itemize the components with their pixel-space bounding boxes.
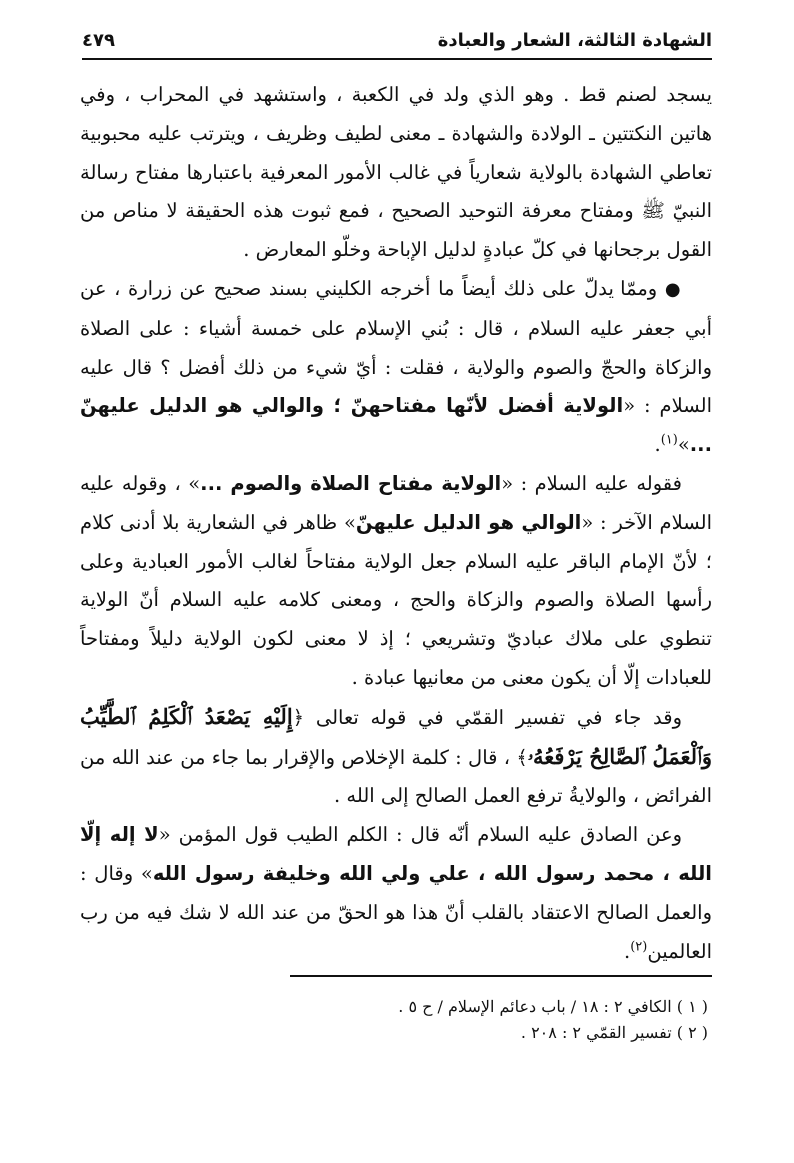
footnote-2: ( ٢ ) تفسير القمّي ٢ : ٢٠٨ .: [520, 1023, 708, 1042]
paragraph-2-text: وممّا يدلّ على ذلك أيضاً ما أخرجه الكليني بسند صحيح عن زرارة ، عن أبي جعفر عليه السلام ، قال : بُني الإسلام على خمسة أشياء : على الصلاة والزكاة والحجّ والصوم والولاية ، فقلت : أيّ شيء من ذلك أفضل ؟ قال عليه السلام : «: [80, 276, 712, 418]
hadith-quote-b: الوالي هو الدليل عليهنّ: [355, 510, 582, 534]
paragraph-5: [80, 816, 712, 971]
main-text: [80, 76, 712, 971]
period: .: [654, 433, 661, 457]
paragraph-5-text-b: » وقال : والعمل الصالح الاعتقاد بالقلب أنّ هذا هو الحقّ من عند الله لا شك فيه من رب العالمين: [80, 861, 712, 963]
footnote-ref-1[interactable]: (١): [660, 432, 678, 448]
quote-close: »: [677, 433, 690, 457]
page-number: ٤٧٩: [82, 30, 115, 51]
paragraph-3-text-a: فقوله عليه السلام : «: [501, 471, 682, 495]
paragraph-3-text-c: » ظاهر في الشعارية بلا أدنى كلام ؛ لأنّ الإمام الباقر عليه السلام جعل الولاية مفتاحاً لغالب الأمور العبادية وعلى رأسها الصلاة والصوم والزكاة والحج ، ومعنى كلامه عليه السلام أنّ الولاية تنطوي على ملاك عباديّ وتشريعي ؛ إذ لا معنى لكون الولاية دليلاً ومفتاحاً للعبادات إلّا أن يكون معنى من معانيها عبادة .: [80, 510, 712, 689]
running-header: [82, 26, 712, 60]
bullet-icon: ●: [664, 278, 682, 300]
footnotes: [82, 994, 712, 1046]
paragraph-5-text-a: وعن الصادق عليه السلام أنّه قال : الكلم الطيب قول المؤمن «: [158, 823, 683, 847]
paragraph-4: [80, 698, 712, 816]
hadith-quote-a: الولاية مفتاح الصلاة والصوم ...: [200, 471, 502, 495]
footnote-separator: [290, 975, 712, 977]
paragraph-2: [80, 270, 712, 465]
chapter-title: الشهادة الثالثة، الشعار والعبادة: [437, 30, 712, 51]
quran-verse: إِلَيْهِ يَصْعَدُ ٱلْكَلِمُ ٱلطَّيِّبُ وَٱلْعَمَلُ ٱلصَّالِحُ يَرْفَعُهُۥ: [80, 703, 712, 769]
period: .: [624, 939, 631, 963]
hadith-quote: الولاية أفضل لأنّها مفتاحهنّ ؛ والوالي هو الدليل عليهنّ ...: [80, 394, 712, 457]
footnote-1: ( ١ ) الكافي ٢ : ١٨ / باب دعائم الإسلام / ح ٥ .: [398, 997, 708, 1016]
paragraph-3: [80, 465, 712, 698]
footnote-ref-2[interactable]: (٢): [630, 939, 648, 955]
shahada-quote: لا إله إلّا الله ، محمد رسول الله ، علي ولي الله وخليفة رسول الله: [80, 823, 712, 885]
paragraph-4-text-a: وقد جاء في تفسير القمّي في قوله تعالى ﴿: [292, 705, 682, 729]
paragraph-4-text-b: ﴾ ، قال : كلمة الإخلاص والإقرار بما جاء من عند الله من الفرائض ، والولايةُ ترفع العمل الصالح إلى الله .: [80, 745, 712, 808]
paragraph-1: يسجد لصنم قط . وهو الذي ولد في الكعبة ، واستشهد في المحراب ، وفي هاتين النكتتين ـ الولادة والشهادة ـ معنى لطيف وظريف ، ويترتب عليه محبوبية تعاطي الشهادة بالولاية شعارياً في غالب الأمور المعرفية باعتبارها مفتاح رسالة النبيّ ﷺ ومفتاح معرفة التوحيد الصحيح ، فمع ثبوت هذه الحقيقة لا مناص من القول برجحانها في كلّ عبادةٍ لدليل الإباحة وخلّو المعارض .: [80, 83, 712, 262]
paragraph-3-text-b: » ، وقوله عليه السلام الآخر : «: [80, 471, 712, 534]
